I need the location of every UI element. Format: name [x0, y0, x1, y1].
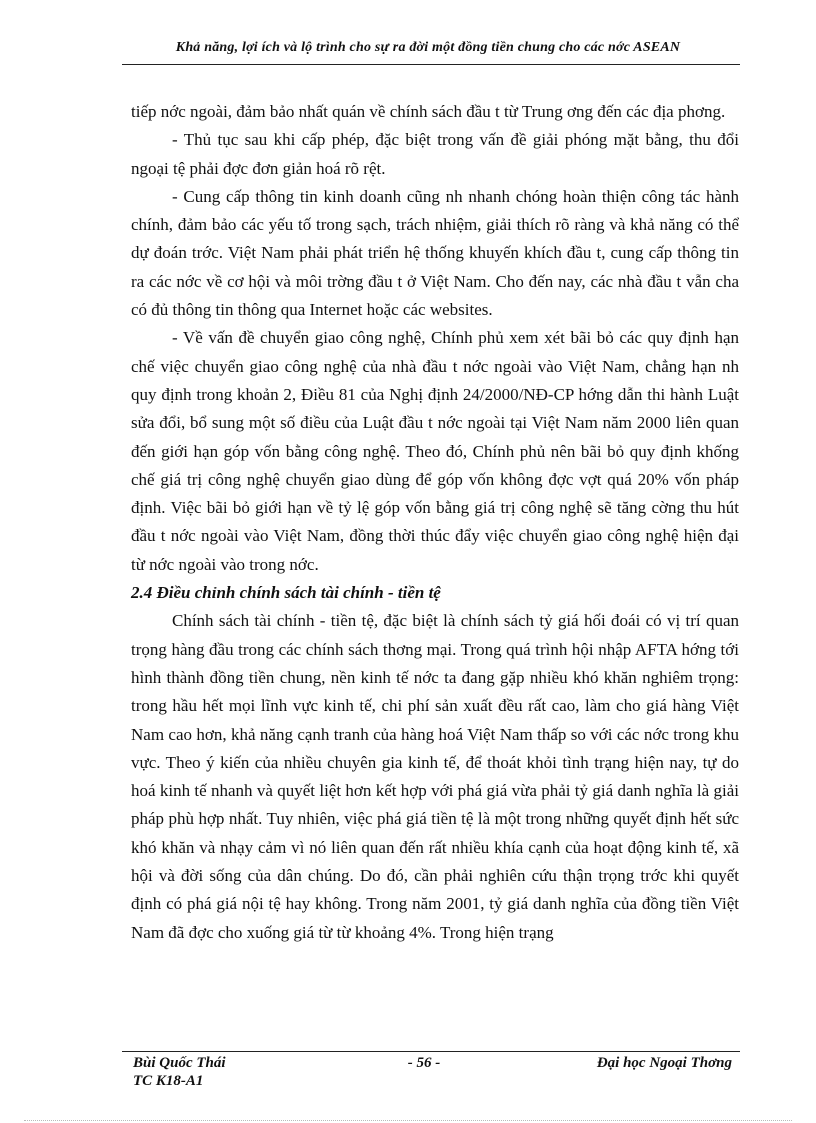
- footer-author-block: [133, 1054, 226, 1090]
- section-heading: 2.4 Điều chỉnh chính sách tài chính - tiền tệ: [131, 583, 441, 603]
- paragraph-continuation: tiếp nớc ngoài, đảm bảo nhất quán về chính sách đầu t từ Trung ơng đến các địa phơng.: [131, 102, 726, 121]
- footer-university: Đại học Ngoại Thơng: [596, 1055, 732, 1071]
- footer-class-code: TC K18-A1: [133, 1073, 204, 1089]
- paragraph-business-info: - Cung cấp thông tin kinh doanh cũng nh nhanh chóng hoàn thiện công tác hành chính, đảm bảo các yếu tố trong sạch, trách nhiệm, giải thích rõ ràng và khả năng có thể dự đoán trớc. Việt Nam phải phát triển hệ thống khuyến khích đầu t, cung cấp thông tin ra các nớc về cơ hội và môi trờng đầu t ở Việt Nam. Cho đến nay, các nhà đầu t vẫn cha có đủ thông tin thông qua Internet hoặc các websites.: [131, 186, 739, 320]
- footer-author: Bùi Quốc Thái: [133, 1055, 226, 1071]
- page-number: - 56 -: [407, 1055, 441, 1071]
- running-header: Khả năng, lợi ích và lộ trình cho sự ra đời một đồng tiền chung cho các nớc ASEAN: [175, 40, 681, 55]
- paragraph-monetary-policy: Chính sách tài chính - tiền tệ, đặc biệt là chính sách tỷ giá hối đoái có vị trí quan trọng hàng đầu trong các chính sách thơng mại. Trong quá trình hội nhập AFTA hớng tới hình thành đồng tiền chung, nền kinh tế nớc ta đang gặp nhiều khó khăn nghiêm trọng: trong hầu hết mọi lĩnh vực kinh tế, chi phí sản xuất đều rất cao, làm cho giá hàng Việt Nam cao hơn, khả năng cạnh tranh của hàng hoá Việt Nam thấp so với các nớc trong khu vực. Theo ý kiến của nhiều chuyên gia kinh tế, để thoát khỏi tình trạng hiện nay, tự do hoá kinh tế nhanh và quyết liệt hơn kết hợp với phá giá vừa phải tỷ giá danh nghĩa là giải pháp phù hợp nhất. Tuy nhiên, việc phá giá tiền tệ là một trong những quyết định hết sức khó khăn và nhạy cảm vì nó liên quan đến rất nhiều khía cạnh của hoạt động kinh tế, xã hội và đời sống của dân chúng. Do đó, cần phải nghiên cứu thận trọng trớc khi quyết định có phá giá nội tệ hay không. Trong năm 2001, tỷ giá danh nghĩa của đồng tiền Việt Nam đã đợc cho xuống giá từ từ khoảng 4%. Trong hiện trạng: [131, 611, 739, 942]
- document-body: [131, 98, 739, 947]
- paragraph-technology-transfer: - Về vấn đề chuyển giao công nghệ, Chính phủ xem xét bãi bỏ các quy định hạn chế việc chuyển giao công nghệ của nhà đầu t nớc ngoài vào Việt Nam, chẳng hạn nh quy định trong khoản 2, Điều 81 của Nghị định 24/2000/NĐ-CP hớng dẫn thi hành Luật sửa đổi, bổ sung một số điều của Luật đầu t nớc ngoài tại Việt Nam năm 2000 liên quan đến giới hạn góp vốn bằng công nghệ. Theo đó, Chính phủ nên bãi bỏ quy định khống chế giá trị công nghệ chuyển giao dùng để góp vốn không đợc vợt quá 20% vốn pháp định. Việc bãi bỏ giới hạn về tỷ lệ góp vốn bằng giá trị công nghệ sẽ tăng cờng thu hút đầu t nớc ngoài vào Việt Nam, đồng thời thúc đẩy việc chuyển giao công nghệ hiện đại từ nớc ngoài vào trong nớc.: [131, 328, 739, 574]
- bottom-dotted-border: [24, 1120, 792, 1121]
- footer-rule: [122, 1051, 740, 1052]
- paragraph-procedures: - Thủ tục sau khi cấp phép, đặc biệt trong vấn đề giải phóng mặt bằng, thu đổi ngoại tệ phải đợc đơn giản hoá rõ rệt.: [131, 130, 739, 178]
- header-rule: [122, 64, 740, 65]
